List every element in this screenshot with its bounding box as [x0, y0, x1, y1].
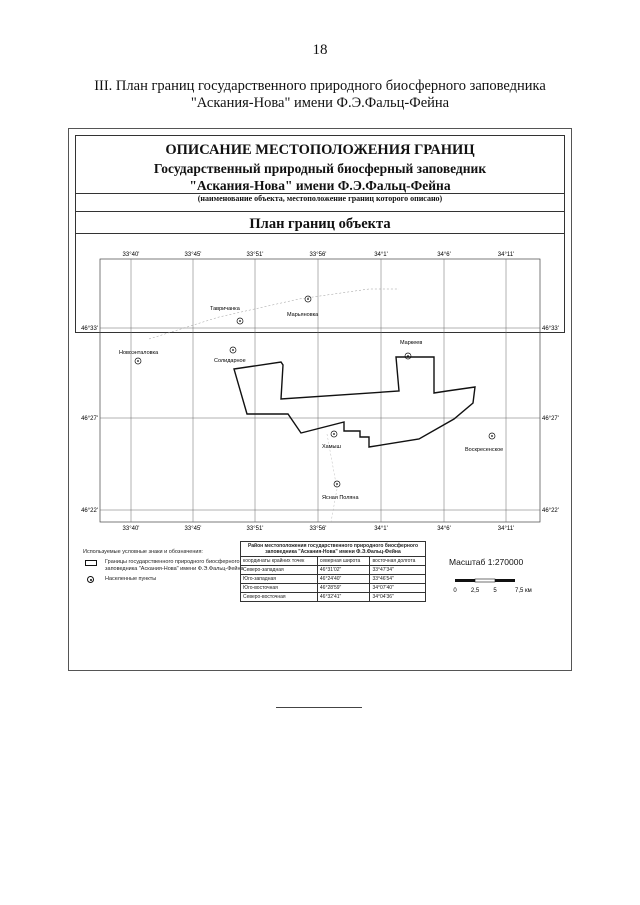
lon-tick-top-4: 33°56': [309, 252, 327, 258]
table-cell: 46°24'40": [317, 575, 370, 584]
scale-tick-1: 2,5: [470, 588, 480, 594]
lon-tick-top-6: 34°6': [437, 252, 451, 258]
table-cell: 46°28'59": [317, 584, 370, 593]
table-cell: 46°31'02": [317, 566, 370, 575]
table-header: северная широта: [317, 557, 370, 566]
settlement-icon: [87, 576, 94, 583]
lat-tick-left-2: 46°27': [81, 416, 98, 422]
lon-tick-top-1: 33°40': [122, 252, 140, 258]
section-title-line2: "Аскания-Нова" имени Ф.Э.Фальц-Фейна: [190, 95, 450, 111]
lon-tick-top-7: 34°11': [497, 252, 515, 258]
settlement-label: Марьяновка: [287, 312, 319, 318]
boundary-swatch-icon: [85, 560, 97, 566]
scale-tick-0: 0: [453, 588, 457, 594]
settlement-solidarnoe: [214, 347, 246, 364]
settlement-maryanovka: [287, 296, 319, 318]
table-row: [241, 566, 426, 575]
scale-tick-3: 7,5 км: [515, 588, 532, 594]
settlement-novoentalovka: [119, 350, 159, 364]
plan-heading: План границ объекта: [249, 216, 391, 232]
document-frame: [68, 128, 572, 671]
road-line: [149, 289, 399, 339]
table-cell: Юго-восточная: [241, 584, 318, 593]
lon-tick-bottom-3: 33°51': [246, 526, 264, 532]
lon-tick-top-2: 33°45': [184, 252, 202, 258]
legend-settlement-label: Населенные пункты: [105, 576, 157, 582]
scale-box: [449, 557, 559, 571]
table-row: [241, 575, 426, 584]
table-cell: 46°32'41": [317, 593, 370, 602]
scale-bar: [453, 579, 531, 594]
object-name-note: (наименование объекта, местоположение границ которого описано): [197, 194, 443, 203]
settlement-label: Солидарное: [214, 358, 246, 364]
coordinates-table-caption: Район местоположения государственного природного биосферного заповедника "Аскания-Нова" имени Ф.Э.Фальц-Фейна: [240, 541, 426, 556]
settlement-label: Ясная Поляна: [322, 495, 359, 501]
settlement-yasnaya-polyana: [322, 481, 359, 501]
table-row: [241, 584, 426, 593]
lon-tick-bottom-6: 34°6': [437, 526, 451, 532]
lon-tick-bottom-7: 34°11': [497, 526, 515, 532]
lat-tick-right-3: 46°22': [542, 508, 559, 514]
lon-tick-bottom-4: 33°56': [309, 526, 327, 532]
lat-tick-right-2: 46°27': [542, 416, 559, 422]
settlement-khamysh: [322, 431, 341, 450]
legend-boundary-label: Границы государственного природного биосферного заповедника "Аскания-Нова" имени Ф.Э.Фальц-Фейна: [105, 559, 244, 572]
settlement-label: Хамыш: [322, 444, 341, 450]
table-cell: Северо-восточная: [241, 593, 318, 602]
table-cell: 34°07'40": [370, 584, 426, 593]
object-name-line2: "Аскания-Нова" имени Ф.Э.Фальц-Фейна: [189, 178, 451, 193]
table-header: координаты крайних точек: [241, 557, 318, 566]
settlement-tavrichanka: [210, 306, 243, 324]
table-cell: Юго-западная: [241, 575, 318, 584]
coordinates-table: [240, 541, 426, 602]
footer-rule: [276, 707, 362, 708]
section-title: [40, 78, 600, 112]
legend-boundary: [83, 559, 253, 573]
lat-tick-left-3: 46°22': [81, 508, 98, 514]
object-name-line1: Государственный природный биосферный заповедник: [153, 161, 487, 176]
lon-tick-top-3: 33°51': [246, 252, 264, 258]
settlement-label: Маркеев: [400, 340, 423, 346]
table-cell: 33°47'34": [370, 566, 426, 575]
table-cell: Северо-западная: [241, 566, 318, 575]
table-header-row: [241, 557, 426, 566]
lat-tick-left-1: 46°33': [81, 326, 98, 332]
settlement-label: Тавричанка: [210, 306, 240, 312]
section-title-line1: III. План границ государственного природного биосферного заповедника: [94, 78, 546, 94]
page-number: 18: [312, 42, 328, 58]
table-cell: 33°46'54": [370, 575, 426, 584]
settlement-label: Новоэнталовка: [119, 350, 159, 356]
legend-settlement: [83, 576, 253, 583]
scale-label: Масштаб 1:270000: [449, 557, 524, 567]
settlement-label: Воскресенское: [465, 447, 504, 453]
lat-tick-right-1: 46°33': [542, 326, 559, 332]
lon-tick-bottom-5: 34°1': [374, 526, 388, 532]
reserve-boundary: [234, 357, 475, 447]
table-header: восточная долгота: [370, 557, 426, 566]
legend: [83, 549, 253, 586]
legend-title: Используемые условные знаки и обозначения:: [83, 549, 203, 555]
lon-tick-bottom-2: 33°45': [184, 526, 202, 532]
description-title: ОПИСАНИЕ МЕСТОПОЛОЖЕНИЯ ГРАНИЦ: [165, 142, 475, 158]
scale-tick-2: 5: [493, 588, 497, 594]
table-row: [241, 593, 426, 602]
lon-tick-bottom-1: 33°40': [122, 526, 140, 532]
table-cell: 34°04'36": [370, 593, 426, 602]
settlement-voskresenskoe: [465, 433, 503, 453]
lon-tick-top-5: 34°1': [374, 252, 388, 258]
settlement-markeev: [400, 340, 422, 359]
